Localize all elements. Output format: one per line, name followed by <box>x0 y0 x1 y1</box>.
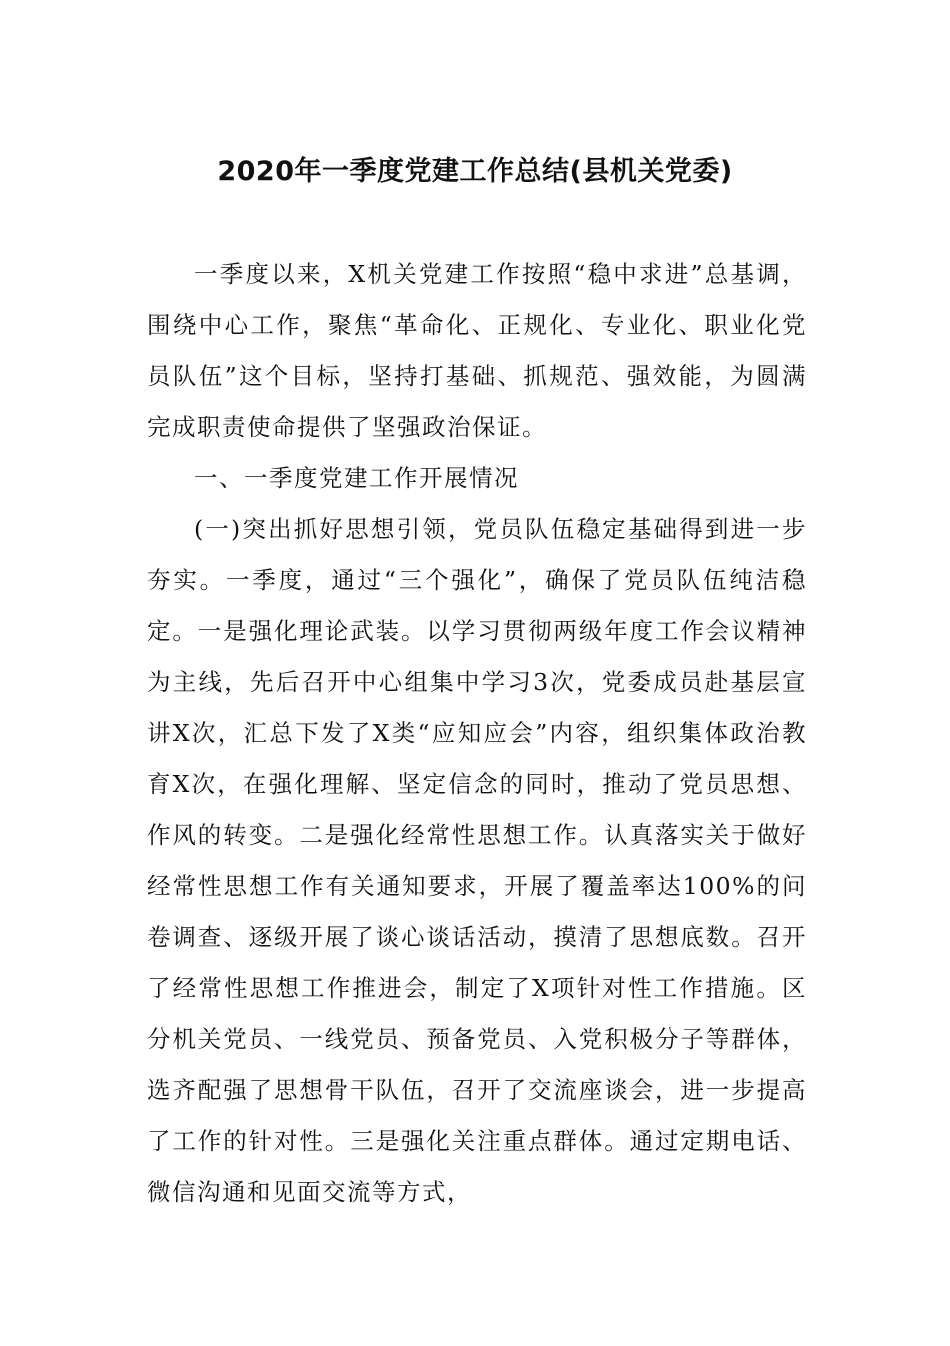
section-heading: 一、一季度党建工作开展情况 <box>194 464 519 492</box>
document-body <box>147 249 807 1218</box>
paragraph-intro: 一季度以来，X机关党建工作按照“稳中求进”总基调，围绕中心工作，聚焦“革命化、正规化、专业化、职业化党员队伍”这个目标，坚持打基础、抓规范、强效能，为圆满完成职责使命提供了坚强政治保证。 <box>147 260 807 441</box>
document-title: 2020年一季度党建工作总结(县机关党委) <box>217 156 733 187</box>
paragraph-section-1: (一)突出抓好思想引领，党员队伍稳定基础得到进一步夯实。一季度，通过“三个强化”，确保了党员队伍纯洁稳定。一是强化理论武装。以学习贯彻两级年度工作会议精神为主线，先后召开中心组集中学习3次，党委成员赴基层宣讲X次，汇总下发了X类“应知应会”内容，组织集体政治教育X次，在强化理解、坚定信念的同时，推动了党员思想、作风的转变。二是强化经常性思想工作。认真落实关于做好经常性思想工作有关通知要求，开展了覆盖率达100%的问卷调查、逐级开展了谈心谈话活动，摸清了思想底数。召开了经常性思想工作推进会，制定了X项针对性工作措施。区分机关党员、一线党员、预备党员、入党积极分子等群体，选齐配强了思想骨干队伍，召开了交流座谈会，进一步提高了工作的针对性。三是强化关注重点群体。通过定期电话、微信沟通和见面交流等方式， <box>147 515 807 1206</box>
